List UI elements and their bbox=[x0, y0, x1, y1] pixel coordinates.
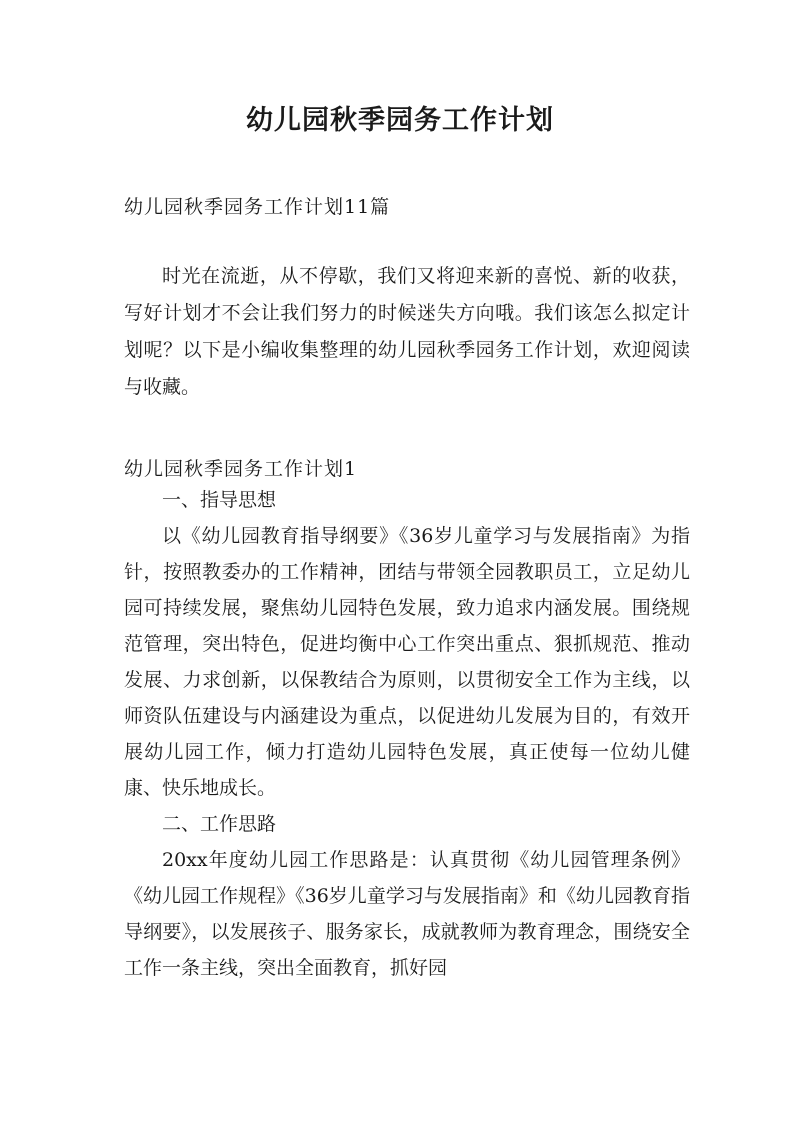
paragraph-guiding-ideology: 以《幼儿园教育指导纲要》《36岁儿童学习与发展指南》为指针，按照教委办的工作精神，团结与带领全园教职员工，立足幼儿园可持续发展，聚焦幼儿园特色发展，致力追求内涵发展。围绕规范管理，突出特色，促进均衡中心工作突出重点、狠抓规范、推动发展、力求创新，以保教结合为原则，以贯彻安全工作为主线，以师资队伍建设与内涵建设为重点，以促进幼儿发展为目的，有效开展幼儿园工作，倾力打造幼儿园特色发展，真正使每一位幼儿健康、快乐地成长。 bbox=[124, 525, 690, 799]
paragraph-work-approach: 20xx年度幼儿园工作思路是：认真贯彻《幼儿园管理条例》《幼儿园工作规程》《36岁儿童学习与发展指南》和《幼儿园教育指导纲要》，以发展孩子、服务家长，成就教师为教育理念，围绕安全工作一条主线，突出全面教育，抓好园 bbox=[124, 849, 690, 979]
document-title: 幼儿园秋季园务工作计划 bbox=[246, 105, 554, 136]
intro-paragraph: 时光在流逝，从不停歇，我们又将迎来新的喜悦、新的收获，写好计划才不会让我们努力的时候迷失方向哦。我们该怎么拟定计划呢？以下是小编收集整理的幼儿园秋季园务工作计划，欢迎阅读与收藏。 bbox=[124, 265, 690, 398]
heading-guiding-ideology: 一、指导思想 bbox=[162, 489, 277, 511]
section-title: 幼儿园秋季园务工作计划1 bbox=[124, 458, 358, 480]
section-body bbox=[124, 482, 690, 986]
heading-work-approach: 二、工作思路 bbox=[162, 813, 277, 835]
document-subtitle: 幼儿园秋季园务工作计划11篇 bbox=[124, 196, 391, 218]
